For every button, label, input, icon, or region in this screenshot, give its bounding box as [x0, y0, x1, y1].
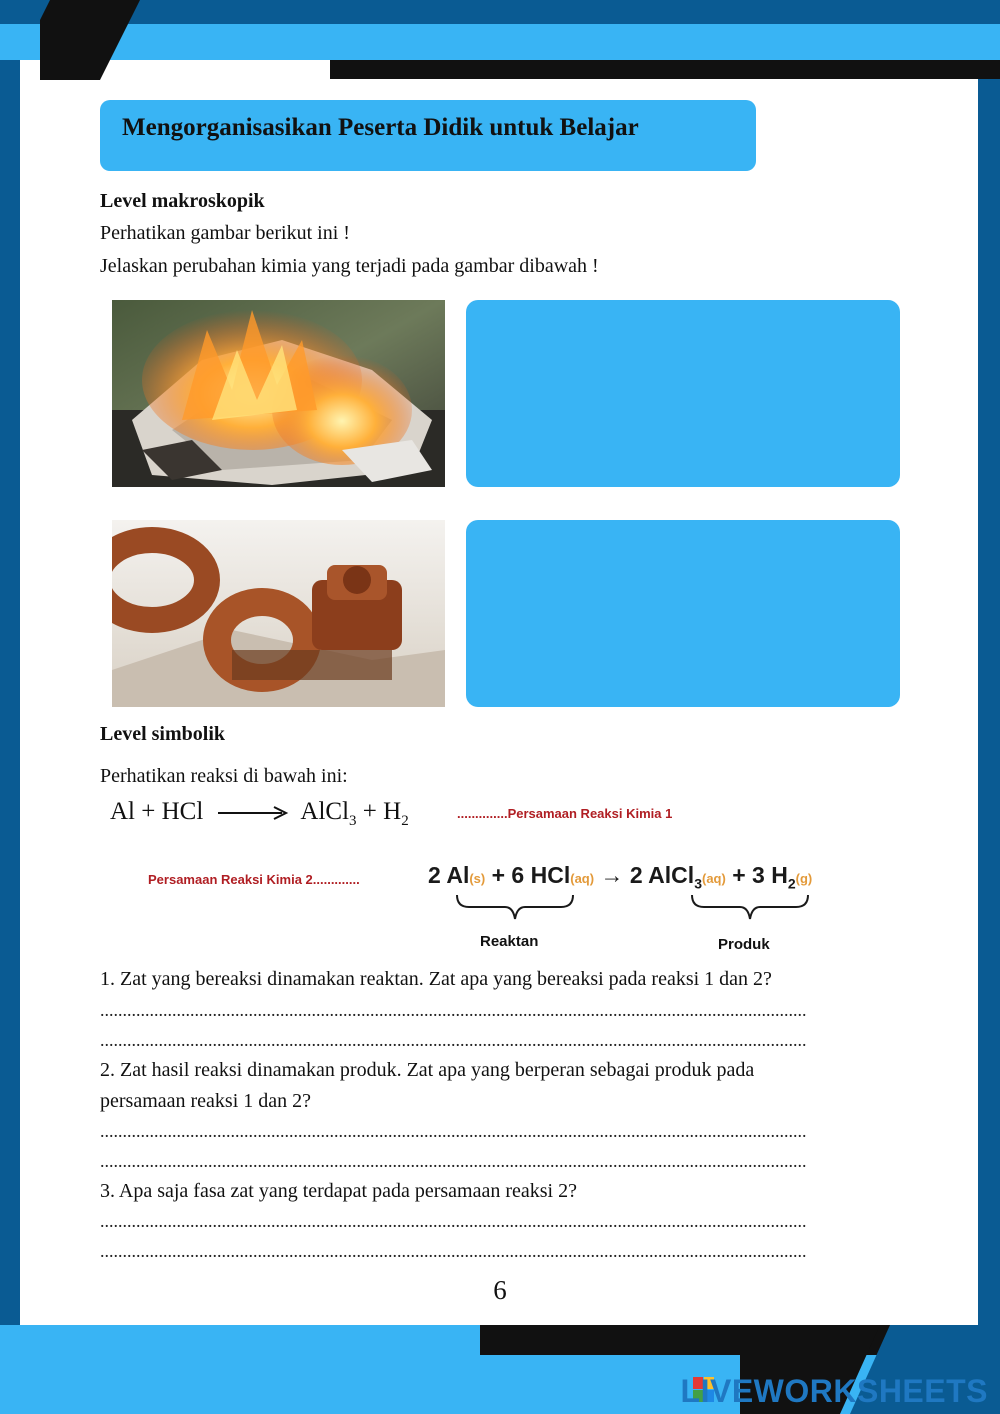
answer-line-2a[interactable]: .............................................................................................................................................................	[100, 1121, 807, 1141]
eq1-product-alcl3: AlCl	[300, 798, 350, 825]
answer-line-1a[interactable]: .............................................................................................................................................................	[100, 1000, 807, 1020]
eq2-h2-subscript: 2	[787, 875, 796, 892]
eq2-alcl3-subscript: 3	[694, 875, 702, 892]
liveworksheets-watermark[interactable]: LIVEWORKSHEETS	[680, 1373, 988, 1409]
produk-label: Produk	[718, 936, 770, 953]
eq2-hcl-state: (aq)	[570, 871, 595, 886]
question-2-line-2: persamaan reaksi 1 dan 2?	[100, 1090, 312, 1112]
page-number: 6	[493, 1275, 507, 1305]
reaction-equation-1	[110, 798, 409, 830]
produk-brace-icon	[690, 893, 810, 923]
top-accent-band	[0, 24, 1000, 60]
eq2-hcl: + 6 HCl	[491, 862, 571, 888]
eq2-h2-state: (g)	[795, 871, 813, 886]
reaktan-label: Reaktan	[480, 933, 539, 950]
question-2-line-1: 2. Zat hasil reaksi dinamakan produk. Zat apa yang berperan sebagai produk pada	[100, 1059, 755, 1081]
answer-box-2[interactable]	[466, 520, 900, 707]
makroskopik-heading: Level makroskopik	[100, 190, 265, 212]
question-3: 3. Apa saja fasa zat yang terdapat pada persamaan reaksi 2?	[100, 1180, 577, 1202]
answer-line-1b[interactable]: .............................................................................................................................................................	[100, 1030, 807, 1050]
eq1-reactants: Al + HCl	[110, 798, 204, 825]
eq2-al-state: (s)	[469, 871, 486, 886]
answer-line-3b[interactable]: .............................................................................................................................................................	[100, 1241, 807, 1261]
eq2-h2: + 3 H	[732, 862, 788, 888]
makroskopik-instruction-2: Jelaskan perubahan kimia yang terjadi pada gambar dibawah !	[100, 255, 599, 277]
makroskopik-instruction-1: Perhatikan gambar berikut ini !	[100, 222, 350, 244]
simbolik-intro: Perhatikan reaksi di bawah ini:	[100, 765, 348, 787]
eq1-arrow-icon	[216, 803, 290, 823]
page-title: Mengorganisasikan Peserta Didik untuk Belajar	[122, 114, 639, 141]
eq1-label: ..............Persamaan Reaksi Kimia 1	[457, 806, 673, 821]
eq2-al: 2 Al	[428, 862, 470, 888]
simbolik-heading: Level simbolik	[100, 723, 226, 745]
answer-line-2b[interactable]: .............................................................................................................................................................	[100, 1151, 807, 1171]
eq1-alcl3-subscript: 3	[349, 813, 357, 829]
rusty-chain-image	[112, 520, 445, 707]
reaktan-brace-icon	[455, 893, 575, 923]
answer-line-3a[interactable]: .............................................................................................................................................................	[100, 1211, 807, 1231]
eq1-h2-subscript: 2	[401, 813, 409, 829]
question-1: 1. Zat yang bereaksi dinamakan reaktan. Zat apa yang bereaksi pada reaksi 1 dan 2?	[100, 968, 772, 990]
eq2-alcl3: → 2 AlCl	[600, 862, 695, 888]
burning-paper-image	[112, 300, 445, 487]
answer-box-1[interactable]	[466, 300, 900, 487]
top-dark-band	[330, 60, 1000, 79]
reaction-equation-2	[428, 862, 812, 892]
eq2-alcl3-state: (aq)	[701, 871, 726, 886]
top-chevron-decoration	[40, 0, 150, 80]
eq2-label: Persamaan Reaksi Kimia 2.............	[148, 872, 360, 887]
eq1-product-h: + H	[362, 798, 402, 825]
